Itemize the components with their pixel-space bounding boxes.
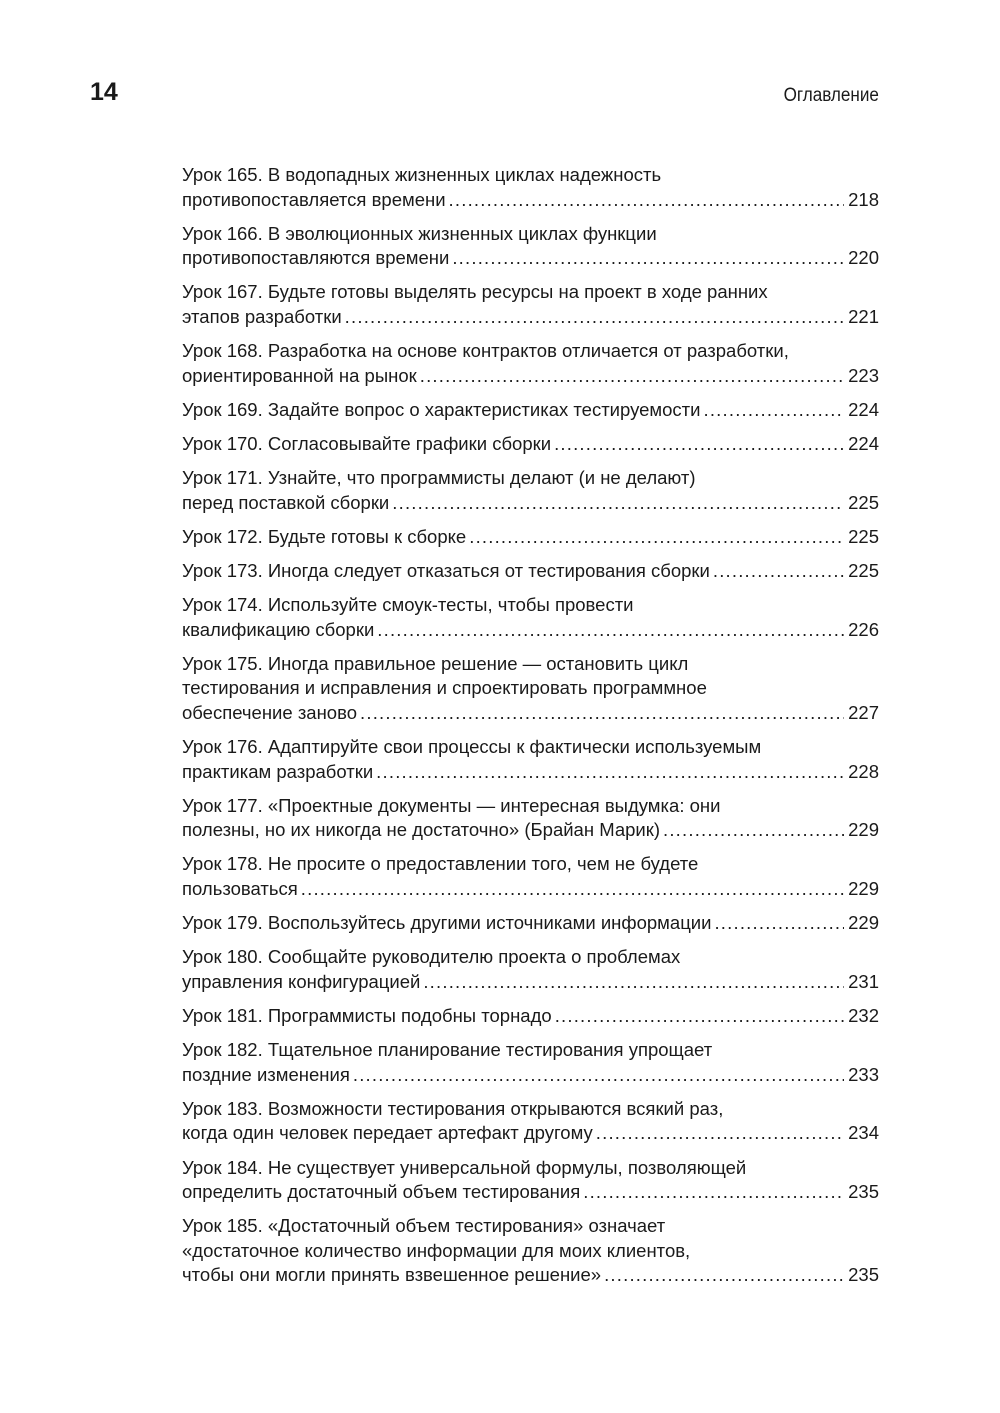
toc-entry-title-line: Урок 179. Воспользуйтесь другими источниками информации [182, 912, 712, 934]
toc-entry-title-line: Урок 167. Будьте готовы выделять ресурсы на проект в ходе ранних [182, 281, 768, 303]
toc-entry-page-number: 220 [848, 247, 879, 269]
toc-entry-title-line: Урок 178. Не просите о предоставлении того, чем не будете [182, 853, 699, 875]
toc-entry-last-line [182, 525, 879, 550]
toc-entry-title-line: «достаточное количество информации для моих клиентов, [182, 1239, 691, 1261]
toc-entry-last-line [182, 188, 879, 213]
toc-entry-title-line: Урок 185. «Достаточный объем тестирования» означает [182, 1215, 666, 1237]
toc-entry-title-line: тестирования и исправления и спроектировать программное [182, 677, 707, 699]
toc-entry-page-number: 218 [848, 188, 879, 210]
dot-leader [360, 701, 844, 726]
toc-entry [182, 163, 879, 212]
toc-entry [182, 559, 879, 584]
dot-leader [301, 877, 844, 902]
dot-leader [449, 188, 845, 213]
toc-entry-last-line [182, 398, 879, 423]
toc-entry [182, 398, 879, 423]
toc-entry-page-number: 234 [848, 1122, 879, 1144]
toc-entry-title-line: Урок 165. В водопадных жизненных циклах надежность [182, 164, 662, 185]
toc-entry-last-line [182, 701, 879, 726]
toc-entry-page-number: 235 [848, 1181, 879, 1203]
toc-entry-title-line: квалификацию сборки [182, 618, 375, 640]
dot-leader [469, 525, 844, 550]
page-number: 14 [90, 78, 118, 106]
toc-entry-last-line [182, 970, 879, 995]
toc-entry [182, 1038, 879, 1087]
toc-entry [182, 222, 879, 271]
toc-entry-title-line: определить достаточный объем тестирования [182, 1181, 581, 1203]
toc-entry-page-number: 235 [848, 1264, 879, 1286]
toc-entry [182, 1004, 879, 1029]
toc-entry-title-line: перед поставкой сборки [182, 491, 390, 513]
toc-entry-title-line: когда один человек передает артефакт другому [182, 1122, 593, 1144]
toc-entry-last-line [182, 911, 879, 936]
toc-entry [182, 794, 879, 843]
toc-entry [182, 339, 879, 388]
toc-entry-title-line: Урок 172. Будьте готовы к сборке [182, 525, 467, 547]
toc-entry-page-number: 229 [848, 912, 879, 934]
toc-entry-last-line [182, 432, 879, 457]
toc-entry-page-number: 225 [848, 491, 879, 513]
toc-entry-page-number: 231 [848, 970, 879, 992]
toc-entry [182, 1214, 879, 1288]
toc-entry-last-line [182, 305, 879, 330]
toc-entry [182, 525, 879, 550]
dot-leader [704, 398, 845, 423]
toc-entry-page-number: 232 [848, 1005, 879, 1026]
toc-entry-last-line [182, 1004, 879, 1029]
toc-entry-title-line: ориентированной на рынок [182, 364, 417, 386]
dot-leader [713, 559, 844, 584]
toc-entry-page-number: 225 [848, 525, 879, 547]
toc-entry [182, 1156, 879, 1205]
toc-entry-title-line: Урок 173. Иногда следует отказаться от тестирования сборки [182, 560, 710, 581]
toc-entry-title-line: Урок 174. Используйте смоук-тесты, чтобы провести [182, 594, 634, 616]
toc-entry [182, 911, 879, 936]
dot-leader [452, 246, 844, 271]
dot-leader [583, 1180, 844, 1205]
toc-entry-page-number: 225 [848, 560, 879, 581]
toc-entry-last-line [182, 559, 879, 584]
toc-entry-title-line: управления конфигурацией [182, 970, 421, 992]
toc-entry [182, 652, 879, 726]
toc-entry-title-line: Урок 166. В эволюционных жизненных циклах функции [182, 222, 657, 244]
toc-entry-last-line [182, 1121, 879, 1146]
toc-entry-page-number: 224 [848, 432, 879, 454]
toc-entry-last-line [182, 760, 879, 785]
toc-entry-page-number: 226 [848, 618, 879, 640]
toc-entry-page-number: 233 [848, 1063, 879, 1085]
dot-leader [392, 491, 844, 516]
toc-entry [182, 1097, 879, 1146]
table-of-contents [182, 163, 879, 1297]
toc-entry-title-line: чтобы они могли принять взвешенное решение» [182, 1264, 602, 1286]
toc-entry-last-line [182, 1063, 879, 1088]
running-header: Оглавление [783, 85, 879, 106]
toc-entry-title-line: Урок 169. Задайте вопрос о характеристиках тестируемости [182, 398, 701, 420]
dot-leader [714, 911, 844, 936]
dot-leader [555, 1004, 844, 1029]
toc-entry [182, 432, 879, 457]
toc-entry-last-line [182, 364, 879, 389]
toc-entry-last-line [182, 1263, 879, 1288]
toc-entry-title-line: обеспечение заново [182, 701, 358, 723]
toc-entry-title-line: Урок 180. Сообщайте руководителю проекта о проблемах [182, 946, 681, 968]
toc-entry-title-line: Урок 183. Возможности тестирования открываются всякий раз, [182, 1097, 724, 1119]
toc-entry-page-number: 224 [848, 398, 879, 420]
toc-entry-page-number: 223 [848, 364, 879, 386]
toc-entry-last-line [182, 246, 879, 271]
toc-entry [182, 735, 879, 784]
dot-leader [604, 1263, 844, 1288]
toc-entry [182, 852, 879, 901]
toc-entry [182, 280, 879, 329]
toc-entry-last-line [182, 1180, 879, 1205]
toc-entry-title-line: Урок 182. Тщательное планирование тестирования упрощает [182, 1039, 713, 1061]
toc-entry-last-line [182, 618, 879, 643]
dot-leader [345, 305, 844, 330]
dot-leader [663, 818, 844, 843]
toc-entry-title-line: полезны, но их никогда не достаточно» (Брайан Марик) [182, 819, 660, 841]
toc-entry-title-line: практикам разработки [182, 760, 374, 782]
toc-entry-title-line: Урок 168. Разработка на основе контрактов отличается от разработки, [182, 340, 789, 362]
toc-entry-title-line: Урок 181. Программисты подобны торнадо [182, 1005, 552, 1026]
toc-entry [182, 593, 879, 642]
toc-entry [182, 466, 879, 515]
toc-entry-title-line: Урок 175. Иногда правильное решение — остановить цикл [182, 652, 689, 674]
toc-entry-title-line: Урок 177. «Проектные документы — интересная выдумка: они [182, 794, 721, 816]
toc-entry-page-number: 229 [848, 819, 879, 841]
dot-leader [596, 1121, 844, 1146]
toc-entry [182, 945, 879, 994]
toc-entry-title-line: поздние изменения [182, 1063, 350, 1085]
toc-entry-last-line [182, 491, 879, 516]
toc-entry-page-number: 221 [848, 305, 879, 327]
dot-leader [420, 364, 844, 389]
toc-entry-title-line: противопоставляется времени [182, 188, 446, 210]
toc-entry-page-number: 228 [848, 760, 879, 782]
toc-entry-last-line [182, 818, 879, 843]
toc-entry-title-line: Урок 171. Узнайте, что программисты делают (и не делают) [182, 467, 696, 489]
toc-entry-title-line: этапов разработки [182, 305, 342, 327]
toc-entry-last-line [182, 877, 879, 902]
dot-leader [423, 970, 844, 995]
toc-entry-title-line: Урок 170. Согласовывайте графики сборки [182, 432, 552, 454]
dot-leader [353, 1063, 844, 1088]
toc-entry-page-number: 229 [848, 877, 879, 899]
toc-entry-title-line: противопоставляются времени [182, 247, 450, 269]
toc-entry-title-line: пользоваться [182, 877, 298, 899]
toc-entry-page-number: 227 [848, 701, 879, 723]
dot-leader [554, 432, 844, 457]
toc-entry-title-line: Урок 176. Адаптируйте свои процессы к фактически используемым [182, 736, 762, 758]
dot-leader [377, 618, 844, 643]
dot-leader [376, 760, 844, 785]
toc-entry-title-line: Урок 184. Не существует универсальной формулы, позволяющей [182, 1156, 747, 1178]
